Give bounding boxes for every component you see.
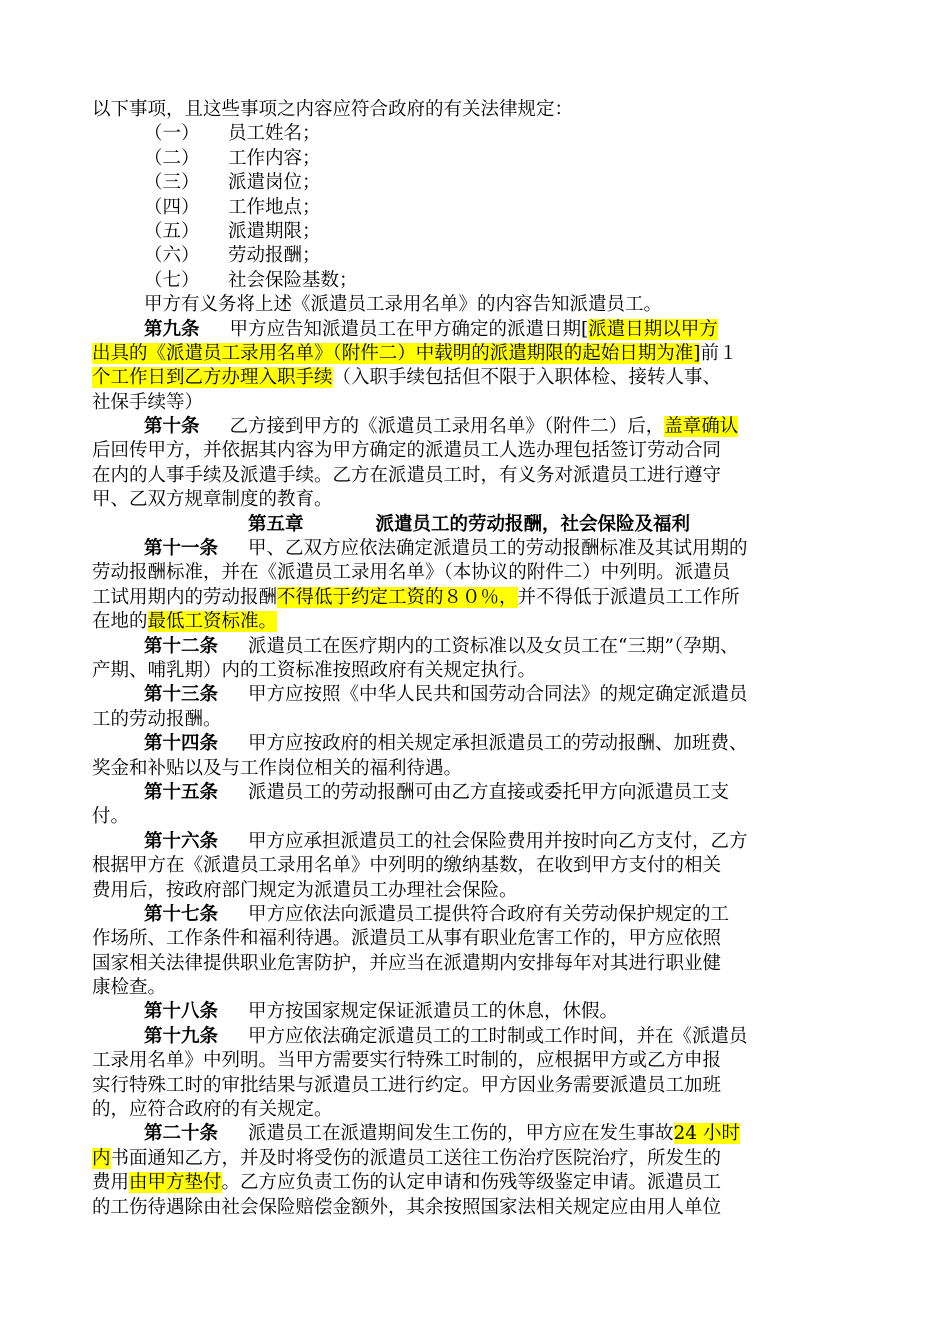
list-item <box>92 147 872 171</box>
article-11: 第十一条 甲、乙双方应依法确定派遣员工的劳动报酬标准及其试用期的 <box>144 538 748 560</box>
article-14: 第十四条 甲方应按政府的相关规定承担派遣员工的劳动报酬、加班费、 <box>144 733 748 755</box>
article-label: 第十七条 <box>144 903 219 925</box>
highlight: 不得低于约定工资的８０％， <box>277 586 518 608</box>
chapter-title: 派遣员工的劳动报酬，社会保险及福利 <box>375 513 691 535</box>
article-15: 第十五条 派遣员工的劳动报酬可由乙方直接或委托甲方向派遣员工支 <box>144 781 730 803</box>
article-10: 第十条 乙方接到甲方的《派遣员工录用名单》（附件二）后，盖章确认 <box>144 416 739 438</box>
item-number: （五） <box>144 220 200 242</box>
article-label: 第十二条 <box>144 635 219 657</box>
article-label: 第九条 <box>144 318 200 340</box>
article-label: 第十条 <box>144 416 200 438</box>
article-label: 第十九条 <box>144 1025 219 1047</box>
highlight: 由甲方垫付 <box>129 1172 222 1194</box>
article-20: 第二十条 派遣员工在派遣期间发生工伤的，甲方应在发生事故24 小时 <box>144 1123 740 1145</box>
article-9: 第九条 甲方应告知派遣员工在甲方确定的派遣日期[派遣日期以甲方 <box>144 318 718 340</box>
article-19: 第十九条 甲方应依法确定派遣员工的工时制或工作时间，并在《派遣员 <box>144 1025 748 1047</box>
article-13: 第十三条 甲方应按照《中华人民共和国劳动合同法》的规定确定派遣员 <box>144 684 748 706</box>
item-text: 员工姓名； <box>228 123 321 145</box>
item-number: （六） <box>144 245 200 267</box>
highlight: 24 小时 <box>673 1123 740 1145</box>
article-17: 第十七条 甲方应依法向派遣员工提供符合政府有关劳动保护规定的工 <box>144 903 730 925</box>
list-item <box>92 196 872 220</box>
list-item <box>92 171 872 195</box>
article-label: 第十一条 <box>144 538 219 560</box>
article-label: 第十四条 <box>144 733 219 755</box>
article-label: 第十五条 <box>144 781 219 803</box>
item-text: 派遣期限； <box>228 220 321 242</box>
article-label: 第十六条 <box>144 830 219 852</box>
article-label: 第十八条 <box>144 1001 219 1023</box>
item-text: 工作内容； <box>228 147 321 169</box>
intro-line: 以下事项，且这些事项之内容应符合政府的有关法律规定： <box>92 99 574 120</box>
item-number: （一） <box>144 123 200 145</box>
document-page: 以下事项，且这些事项之内容应符合政府的有关法律规定： （一） 员工姓名； （二） 工作内容； （三） 派遣岗位； （四） 工作地点； （五） 派遣期限； （六） 劳动报酬； （七） 社会保险基数； 甲方有义务将上述《派遣员工录用名单》的内容告知派遣员工。 第九条 甲方应告知派遣员工在甲方确定的派遣日期[派遣日期以甲方 出具的《派遣员工录用名单》（附件二）中载明的派遣期限的起始日期为准]前１ 个工作日到乙方办理入职手续（入职手续包括但不限于入职体检、接转人事、 社保手续等） 第十条 乙方接到甲方的《派遣员工录用名单》（附件二）后，盖章确认 后回传甲方，并依据其内容为甲方确定的派遣员工人选办理包括签订劳动合同 在内的人事手续及派遣手续。乙方在派遣员工时，有义务对派遣员工进行遵守 甲、乙双方规章制度的教育。 第五章 派遣员工的劳动报酬，社会保险及福利 第十一条 甲、乙双方应依法确定派遣员工的劳动报酬标准及其试用期的 劳动报酬标准，并在《派遣员工录用名单》（本协议的附件二）中列明。派遣员 工试用期内的劳动报酬不得低于约定工资的８０％，并不得低于派遣员工工作所 在地的最低工资标准。 第十二条 派遣员工在医疗期内的工资标准以及女员工在“三期”（孕期、 产期、哺乳期）内的工资标准按照政府有关规定执行。 第十三条 甲方应按照《中华人民共和国劳动合同法》的规定确定派遣员 工的劳动报酬。 第十四条 甲方应按政府的相关规定承担派遣员工的劳动报酬、加班费、 奖金和补贴以及与工作岗位相关的福利待遇。 第十五条 派遣员工的劳动报酬可由乙方直接或委托甲方向派遣员工支 付。 第十六条 甲方应承担派遣员工的社会保险费用并按时向乙方支付，乙方 根据甲方在《派遣员工录用名单》中列明的缴纳基数，在收到甲方支付的相关 费用后，按政府部门规定为派遣员工办理社会保险。 第十七条 甲方应依法向派遣员工提供符合政府有关劳动保护规定的工 作场所、工作条件和福利待遇。派遣员工从事有职业危害工作的，甲方应依照 国家相关法律提供职业危害防护，并应当在派遣期内安排每年对其进行职业健 康检查。 第十八条 甲方按国家规定保证派遣员工的休息，休假。 第十九条 甲方应依法确定派遣员工的工时制或工作时间，并在《派遣员 工录用名单》中列明。当甲方需要实行特殊工时制的，应根据甲方或乙方申报 实行特殊工时的审批结果与派遣员工进行约定。甲方因业务需要派遣员工加班 的，应符合政府的有关规定。 第二十条 派遣员工在派遣期间发生工伤的，甲方应在发生事故24 小时 内书面通知乙方，并及时将受伤的派遣员工送往工伤治疗医院治疗，所发生的 费用由甲方垫付。乙方应负责工伤的认定申请和伤残等级鉴定申请。派遣员工 的工伤待遇除由社会保险赔偿金额外，其余按照国家法相关规定应由用人单位 <box>92 98 872 1220</box>
highlight: 派遣日期以甲方 <box>588 318 718 340</box>
chapter-heading <box>92 513 872 537</box>
duty-line: 甲方有义务将上述《派遣员工录用名单》的内容告知派遣员工。 <box>144 294 663 316</box>
item-text: 社会保险基数； <box>228 269 358 291</box>
list-item <box>92 220 872 244</box>
article-label: 第十三条 <box>144 684 219 706</box>
highlight: 内 <box>92 1147 111 1169</box>
article-18: 第十八条 甲方按国家规定保证派遣员工的休息，休假。 <box>144 1001 619 1023</box>
chapter-number: 第五章 <box>248 513 304 535</box>
list-item <box>92 269 872 293</box>
item-text: 劳动报酬； <box>228 245 321 267</box>
item-number: （四） <box>144 196 200 218</box>
highlight: 个工作日到乙方办理入职手续 <box>92 367 333 389</box>
article-16: 第十六条 甲方应承担派遣员工的社会保险费用并按时向乙方支付，乙方 <box>144 830 748 852</box>
item-number: （七） <box>144 269 200 291</box>
highlight: 盖章确认 <box>664 416 739 438</box>
item-text: 派遣岗位； <box>228 172 321 194</box>
item-text: 工作地点； <box>228 196 321 218</box>
article-label: 第二十条 <box>144 1123 219 1145</box>
highlight: 出具的《派遣员工录用名单》（附件二）中载明的派遣期限的起始日期为准] <box>92 342 701 364</box>
highlight: 最低工资标准。 <box>147 611 278 633</box>
list-item <box>92 122 872 146</box>
item-number: （二） <box>144 147 200 169</box>
list-item <box>92 244 872 268</box>
item-number: （三） <box>144 172 200 194</box>
article-12: 第十二条 派遣员工在医疗期内的工资标准以及女员工在“三期”（孕期、 <box>144 635 739 657</box>
